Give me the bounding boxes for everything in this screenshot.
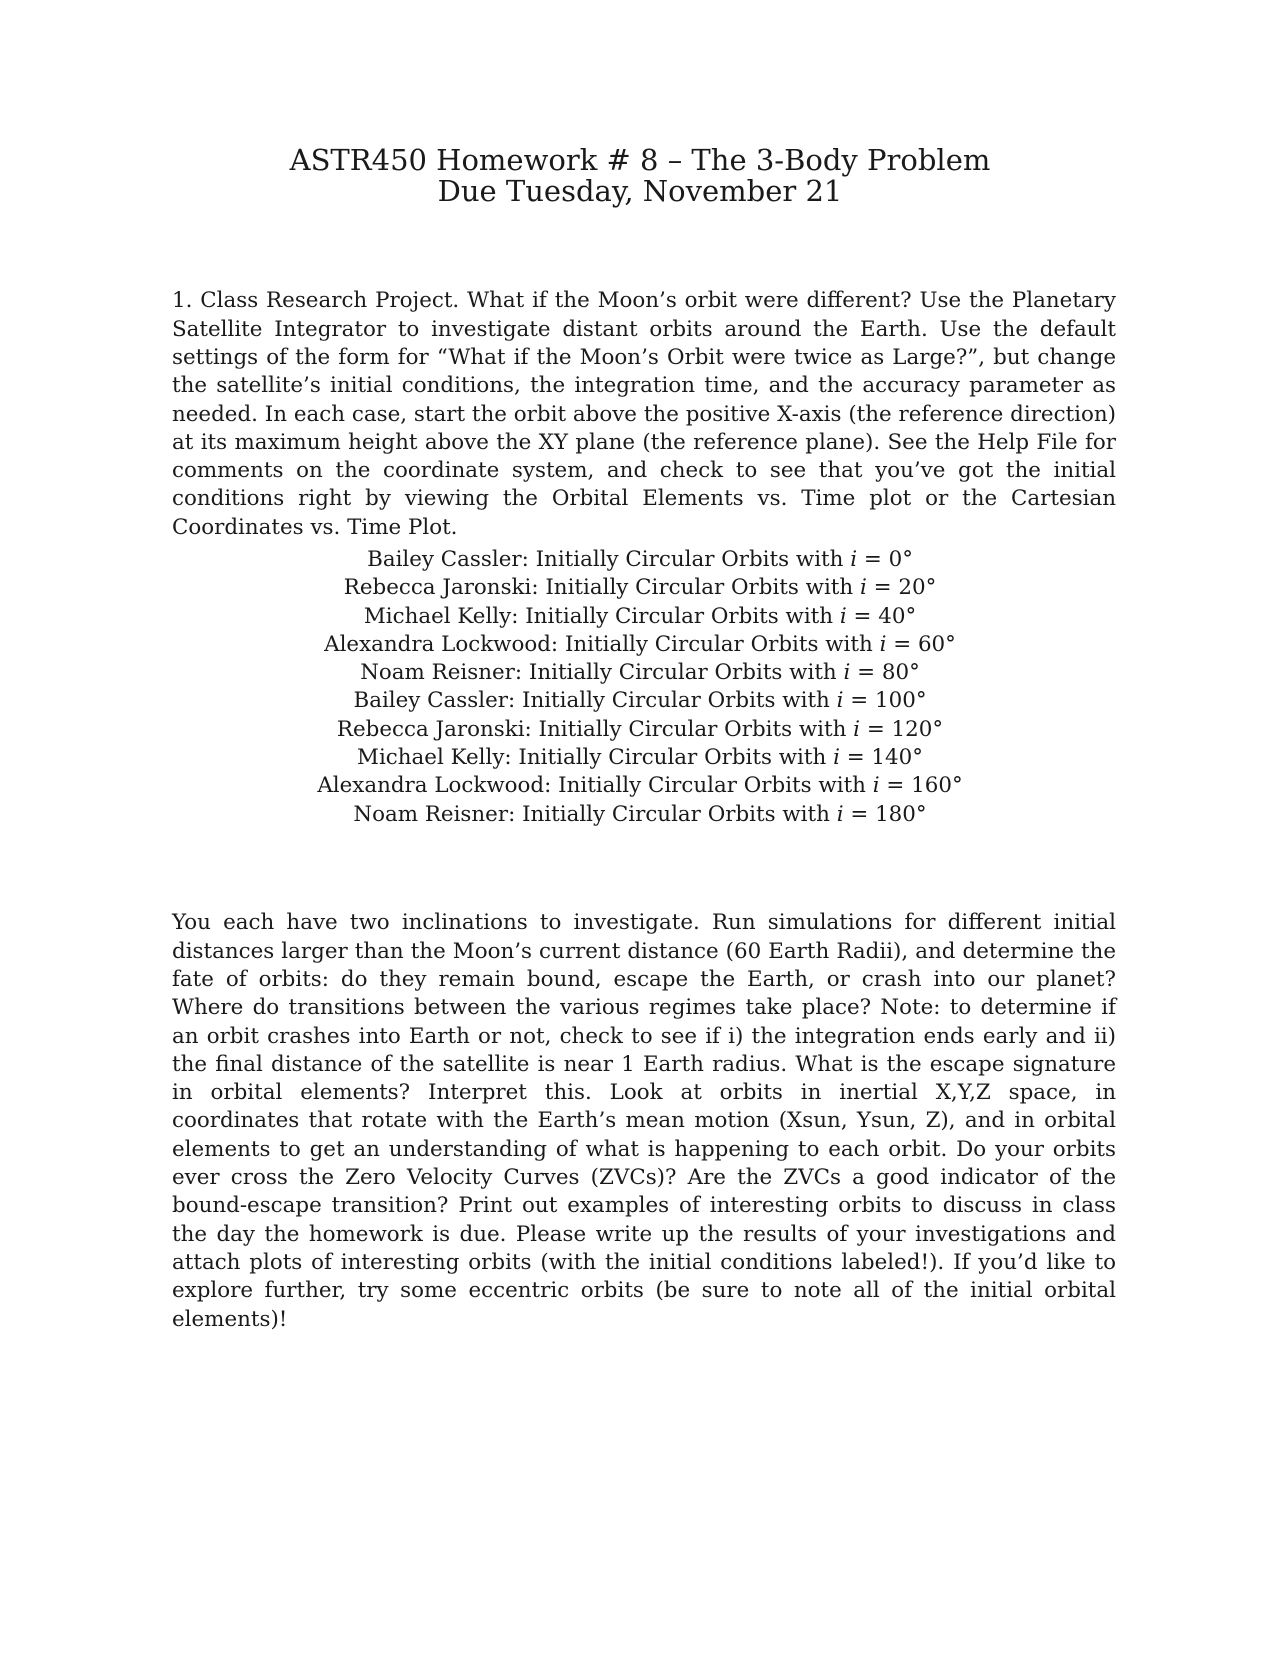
assignment-text: Alexandra Lockwood: Initially Circular Orbits with [324, 631, 880, 657]
inclination-symbol: i [879, 631, 887, 657]
document-header [0, 145, 1280, 207]
problem-details-paragraph: You each have two inclinations to investigate. Run simulations for different initial distances larger than the Moon’s current distance (60 Earth Radii), and determine the fate of orbits: do they remain bound, escape the Earth, or crash into our planet? Where do transitions between the various regimes take place? Note: to determine if an orbit crashes into Earth or not, check to see if i) the integration ends early and ii) the final distance of the satellite is near 1 Earth radius. What is the escape signature in orbital elements? Interpret this. Look at orbits in inertial X,Y,Z space, in coordinates that rotate with the Earth’s mean motion (Xsun, Ysun, Z), and in orbital elements to get an understanding of what is happening to each orbit. Do your orbits ever cross the Zero Velocity Curves (ZVCs)? Are the ZVCs a good indicator of the bound-escape transition? Print out examples of interesting orbits to discuss in class the day the homework is due. Please write up the results of your investigations and attach plots of interesting orbits (with the initial conditions labeled!). If you’d like to explore further, try some eccentric orbits (be sure to note all of the initial orbital elements)! [172, 910, 1116, 1332]
assignment-text: Michael Kelly: Initially Circular Orbits with [357, 745, 834, 771]
inclination-value: = 80° [850, 660, 920, 686]
assignment-item [0, 772, 1280, 800]
inclination-symbol: i [850, 547, 858, 572]
assignment-text: Noam Reisner: Initially Circular Orbits with [360, 660, 844, 686]
inclination-value: = 40° [846, 603, 917, 629]
assignment-item [0, 744, 1280, 772]
inclination-symbol: i [836, 801, 844, 827]
assignment-text: Alexandra Lockwood: Initially Circular Orbits with [317, 773, 873, 799]
inclination-value: = 140° [839, 745, 923, 771]
inclination-value: = 120° [860, 716, 944, 742]
problem-intro-paragraph: 1. Class Research Project. What if the Moon’s orbit were different? Use the Planetary Satellite Integrator to investigate distant orbits around the Earth. Use the default settings of the form for “What if the Moon’s Orbit were twice as Large?”, but change the satellite’s initial conditions, the integration time, and the accuracy parameter as needed. In each case, start the orbit above the positive X-axis (the reference direction) at its maximum height above the XY plane (the reference plane). See the Help File for comments on the coordinate system, and check to see that you’ve got the initial conditions right by viewing the Orbital Elements vs. Time plot or the Cartesian Coordinates vs. Time Plot. [172, 288, 1116, 540]
inclination-value: = 100° [843, 688, 927, 714]
assignment-item [0, 603, 1280, 631]
page-title: ASTR450 Homework # 8 – The 3-Body Problem [289, 143, 991, 177]
inclination-value: = 60° [886, 631, 956, 657]
inclination-value: = 180° [843, 801, 927, 827]
inclination-symbol: i [872, 773, 880, 799]
due-date: Due Tuesday, November 21 [437, 174, 843, 208]
assignment-text: Bailey Cassler: Initially Circular Orbits with [367, 547, 851, 572]
assignment-item [0, 659, 1280, 687]
inclination-symbol: i [859, 575, 867, 601]
assignment-item [0, 801, 1280, 829]
assignment-item [0, 574, 1280, 602]
assignment-text: Rebecca Jaronski: Initially Circular Orbits with [336, 716, 854, 742]
assignment-text: Bailey Cassler: Initially Circular Orbits with [353, 688, 837, 714]
assignment-item [0, 687, 1280, 715]
assignment-text: Noam Reisner: Initially Circular Orbits with [353, 801, 837, 827]
assignment-item [0, 546, 1280, 574]
assignment-text: Michael Kelly: Initially Circular Orbits with [363, 603, 840, 629]
assignment-list [0, 546, 1280, 829]
inclination-symbol: i [836, 688, 844, 714]
inclination-symbol: i [833, 745, 840, 771]
inclination-symbol: i [853, 716, 861, 742]
inclination-value: = 0° [857, 547, 913, 572]
assignment-item [0, 631, 1280, 659]
inclination-symbol: i [843, 660, 851, 686]
assignment-text: Rebecca Jaronski: Initially Circular Orbits with [343, 575, 860, 601]
inclination-symbol: i [839, 603, 847, 629]
inclination-value: = 20° [866, 575, 937, 601]
assignment-item [0, 716, 1280, 744]
inclination-value: = 160° [879, 773, 963, 799]
